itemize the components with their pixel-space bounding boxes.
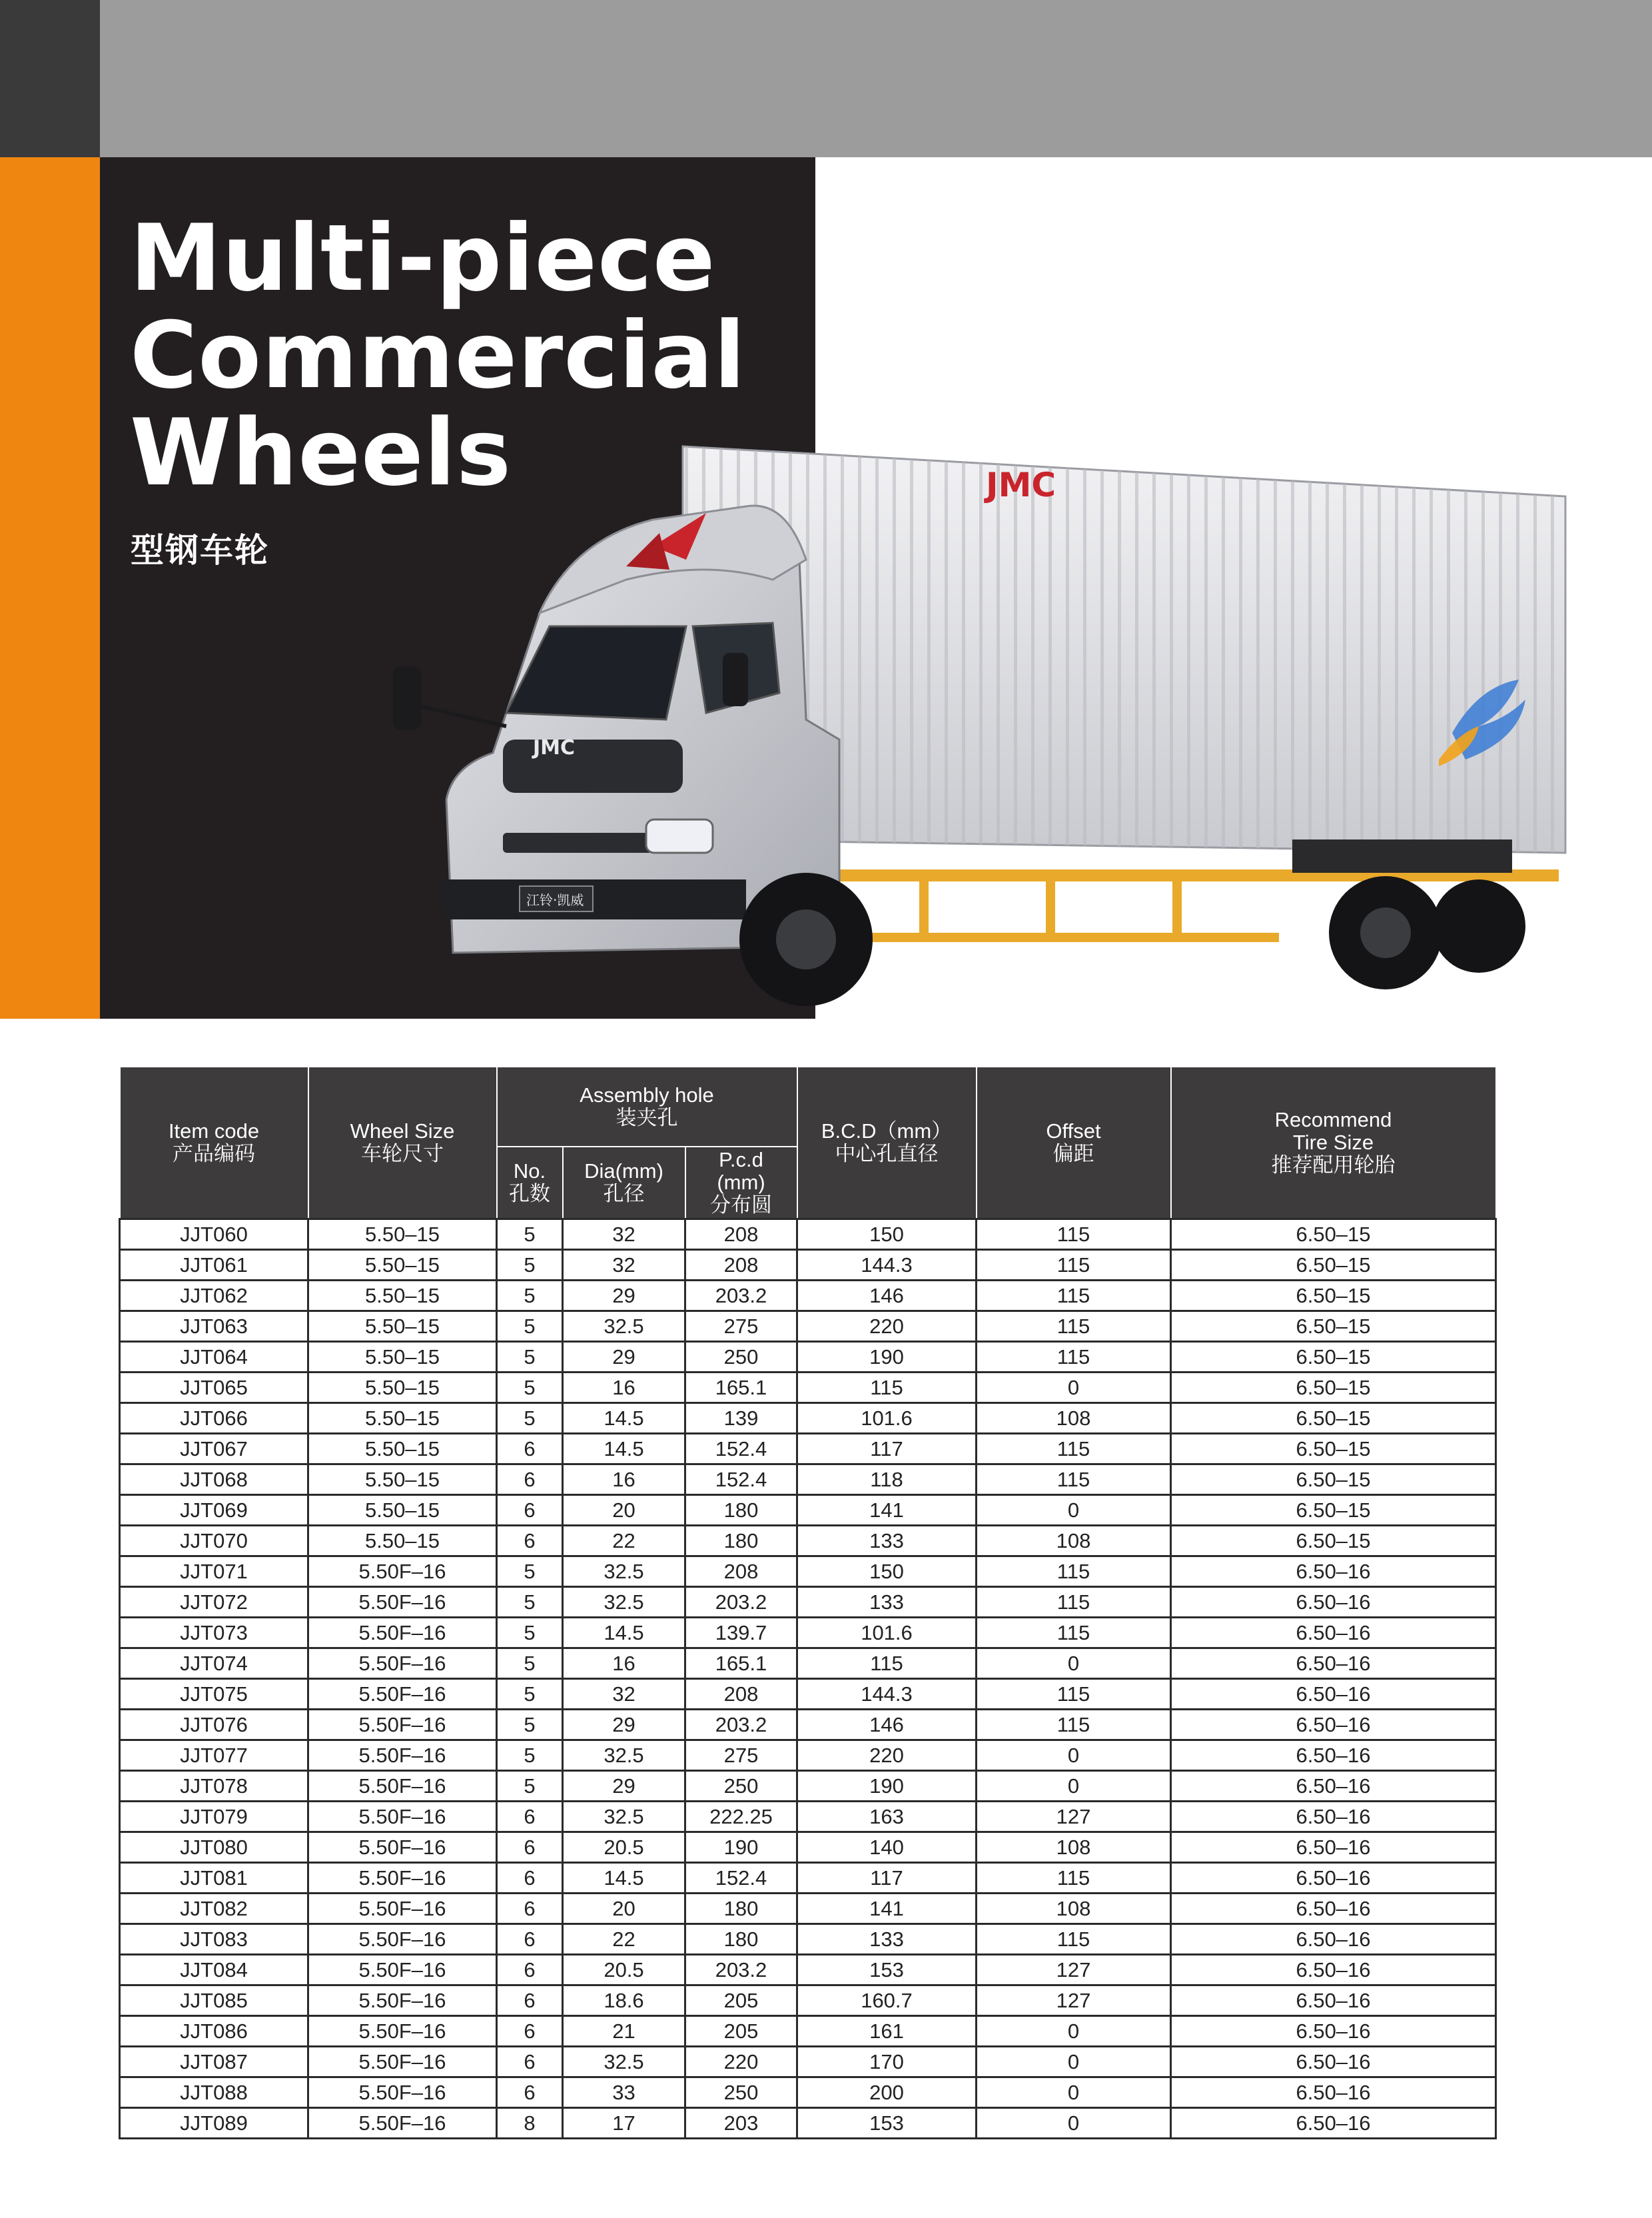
cell-hole-count: 6 (497, 1801, 563, 1832)
table-row (120, 1801, 1496, 1832)
cell-pcd: 152.4 (685, 1464, 797, 1494)
cell-pcd: 208 (685, 1219, 797, 1249)
cell-hole-dia: 17 (563, 2107, 685, 2138)
cell-item-code: JJT074 (120, 1648, 308, 1678)
cell-bcd: 220 (797, 1311, 977, 1341)
cell-bcd: 118 (797, 1464, 977, 1494)
cell-hole-dia: 32.5 (563, 1586, 685, 1617)
cell-hole-count: 6 (497, 1985, 563, 2015)
cell-bcd: 140 (797, 1832, 977, 1862)
cell-wheel-size: 5.50–15 (308, 1433, 497, 1464)
cell-wheel-size: 5.50F–16 (308, 1801, 497, 1832)
cell-hole-dia: 16 (563, 1464, 685, 1494)
cell-hole-dia: 29 (563, 1280, 685, 1311)
cell-wheel-size: 5.50–15 (308, 1525, 497, 1556)
cell-tire-size: 6.50–15 (1171, 1341, 1496, 1372)
cell-hole-count: 5 (497, 1341, 563, 1372)
cell-wheel-size: 5.50F–16 (308, 1954, 497, 1985)
cell-hole-count: 6 (497, 1464, 563, 1494)
cell-pcd: 205 (685, 2015, 797, 2046)
cell-tire-size: 6.50–16 (1171, 1586, 1496, 1617)
cell-wheel-size: 5.50F–16 (308, 1924, 497, 1954)
cell-tire-size: 6.50–16 (1171, 1832, 1496, 1862)
cell-bcd: 161 (797, 2015, 977, 2046)
cell-tire-size: 6.50–16 (1171, 1770, 1496, 1801)
cell-tire-size: 6.50–15 (1171, 1525, 1496, 1556)
header-offset: Offset 偏距 (977, 1067, 1171, 1219)
cell-offset: 115 (977, 1219, 1171, 1249)
header-wheel-size: Wheel Size 车轮尺寸 (308, 1067, 497, 1219)
cell-offset: 0 (977, 1648, 1171, 1678)
cell-item-code: JJT067 (120, 1433, 308, 1464)
cell-hole-count: 5 (497, 1402, 563, 1433)
cell-item-code: JJT063 (120, 1311, 308, 1341)
cell-hole-dia: 18.6 (563, 1985, 685, 2015)
cell-item-code: JJT073 (120, 1617, 308, 1648)
cell-tire-size: 6.50–16 (1171, 1954, 1496, 1985)
cell-wheel-size: 5.50F–16 (308, 1985, 497, 2015)
cell-wheel-size: 5.50F–16 (308, 2107, 497, 2138)
table-row (120, 1525, 1496, 1556)
cell-wheel-size: 5.50F–16 (308, 1770, 497, 1801)
cell-hole-count: 6 (497, 1954, 563, 1985)
cell-pcd: 203.2 (685, 1954, 797, 1985)
table-row (120, 1586, 1496, 1617)
cell-item-code: JJT062 (120, 1280, 308, 1311)
cell-bcd: 150 (797, 1556, 977, 1586)
cell-offset: 127 (977, 1801, 1171, 1832)
cell-hole-dia: 14.5 (563, 1433, 685, 1464)
table-row (120, 1402, 1496, 1433)
cell-offset: 0 (977, 2015, 1171, 2046)
cell-tire-size: 6.50–15 (1171, 1433, 1496, 1464)
cell-tire-size: 6.50–16 (1171, 1709, 1496, 1740)
cell-hole-dia: 14.5 (563, 1402, 685, 1433)
cell-item-code: JJT068 (120, 1464, 308, 1494)
header-assembly-hole: Assembly hole 装夹孔 (497, 1067, 797, 1147)
cell-wheel-size: 5.50–15 (308, 1341, 497, 1372)
cell-bcd: 153 (797, 2107, 977, 2138)
cell-bcd: 190 (797, 1341, 977, 1372)
cell-item-code: JJT080 (120, 1832, 308, 1862)
cell-bcd: 141 (797, 1893, 977, 1924)
cell-bcd: 153 (797, 1954, 977, 1985)
table-row (120, 1832, 1496, 1862)
cell-hole-dia: 29 (563, 1709, 685, 1740)
cell-hole-count: 6 (497, 1494, 563, 1525)
cell-offset: 115 (977, 1433, 1171, 1464)
cell-tire-size: 6.50–16 (1171, 1924, 1496, 1954)
cell-hole-count: 5 (497, 1770, 563, 1801)
cell-bcd: 220 (797, 1740, 977, 1770)
cell-offset: 108 (977, 1832, 1171, 1862)
title-line-2: Commercial (130, 302, 746, 409)
cell-bcd: 115 (797, 1372, 977, 1402)
cell-bcd: 117 (797, 1433, 977, 1464)
cell-wheel-size: 5.50F–16 (308, 1832, 497, 1862)
cell-hole-dia: 32 (563, 1249, 685, 1280)
cell-wheel-size: 5.50–15 (308, 1494, 497, 1525)
cell-offset: 108 (977, 1893, 1171, 1924)
cell-hole-count: 6 (497, 1433, 563, 1464)
cell-wheel-size: 5.50F–16 (308, 2015, 497, 2046)
cell-tire-size: 6.50–15 (1171, 1249, 1496, 1280)
cell-hole-count: 5 (497, 1311, 563, 1341)
cell-offset: 115 (977, 1464, 1171, 1494)
cell-offset: 0 (977, 1372, 1171, 1402)
cell-offset: 0 (977, 2077, 1171, 2107)
cell-hole-count: 5 (497, 1678, 563, 1709)
cell-item-code: JJT061 (120, 1249, 308, 1280)
cell-offset: 115 (977, 1311, 1171, 1341)
plate-text: 江铃·凯威 (526, 892, 584, 908)
cell-bcd: 160.7 (797, 1985, 977, 2015)
cell-offset: 108 (977, 1402, 1171, 1433)
cell-pcd: 222.25 (685, 1801, 797, 1832)
cell-hole-dia: 32 (563, 1678, 685, 1709)
cell-hole-count: 5 (497, 1249, 563, 1280)
cell-bcd: 101.6 (797, 1402, 977, 1433)
cell-bcd: 163 (797, 1801, 977, 1832)
cell-bcd: 200 (797, 2077, 977, 2107)
cell-item-code: JJT070 (120, 1525, 308, 1556)
header-hole-count: No. 孔数 (497, 1147, 563, 1219)
cell-item-code: JJT076 (120, 1709, 308, 1740)
cell-tire-size: 6.50–16 (1171, 1740, 1496, 1770)
cell-hole-dia: 32.5 (563, 1311, 685, 1341)
cell-offset: 115 (977, 1862, 1171, 1893)
header-hole-dia: Dia(mm) 孔径 (563, 1147, 685, 1219)
cell-item-code: JJT084 (120, 1954, 308, 1985)
cell-hole-dia: 32.5 (563, 1801, 685, 1832)
cell-bcd: 101.6 (797, 1617, 977, 1648)
header-dark-block (0, 0, 100, 157)
cell-item-code: JJT087 (120, 2046, 308, 2077)
cell-bcd: 144.3 (797, 1249, 977, 1280)
cell-item-code: JJT077 (120, 1740, 308, 1770)
cell-pcd: 203.2 (685, 1280, 797, 1311)
cell-pcd: 205 (685, 1985, 797, 2015)
cell-pcd: 190 (685, 1832, 797, 1862)
title-line-3: Wheels (130, 399, 512, 506)
cell-wheel-size: 5.50F–16 (308, 1556, 497, 1586)
cell-wheel-size: 5.50F–16 (308, 1617, 497, 1648)
cell-hole-dia: 29 (563, 1770, 685, 1801)
cell-hole-count: 5 (497, 1617, 563, 1648)
cell-offset: 0 (977, 2046, 1171, 2077)
cell-pcd: 208 (685, 1556, 797, 1586)
cell-tire-size: 6.50–15 (1171, 1402, 1496, 1433)
cell-hole-count: 5 (497, 1280, 563, 1311)
cell-bcd: 115 (797, 1648, 977, 1678)
cell-tire-size: 6.50–16 (1171, 1617, 1496, 1648)
cell-offset: 0 (977, 1770, 1171, 1801)
cell-offset: 127 (977, 1985, 1171, 2015)
cell-hole-count: 5 (497, 1556, 563, 1586)
cell-hole-dia: 32 (563, 1219, 685, 1249)
cell-offset: 115 (977, 1249, 1171, 1280)
header-tire-size: Recommend Tire Size 推荐配用轮胎 (1171, 1067, 1496, 1219)
truck-image (373, 426, 1585, 1026)
cell-bcd: 190 (797, 1770, 977, 1801)
cell-offset: 108 (977, 1525, 1171, 1556)
cell-hole-dia: 20 (563, 1893, 685, 1924)
cell-hole-dia: 32.5 (563, 2046, 685, 2077)
cell-bcd: 146 (797, 1280, 977, 1311)
cell-tire-size: 6.50–15 (1171, 1280, 1496, 1311)
cell-item-code: JJT060 (120, 1219, 308, 1249)
header-pcd: P.c.d (mm) 分布圆 (685, 1147, 797, 1219)
cell-pcd: 180 (685, 1494, 797, 1525)
header-grey-bar (100, 0, 1652, 157)
cell-wheel-size: 5.50F–16 (308, 1862, 497, 1893)
cell-hole-dia: 20.5 (563, 1954, 685, 1985)
cell-wheel-size: 5.50F–16 (308, 2077, 497, 2107)
cell-hole-dia: 20.5 (563, 1832, 685, 1862)
cell-wheel-size: 5.50F–16 (308, 1709, 497, 1740)
cell-tire-size: 6.50–16 (1171, 1801, 1496, 1832)
cell-tire-size: 6.50–16 (1171, 2046, 1496, 2077)
cell-wheel-size: 5.50–15 (308, 1372, 497, 1402)
cell-tire-size: 6.50–16 (1171, 1556, 1496, 1586)
table-row (120, 1709, 1496, 1740)
cell-item-code: JJT069 (120, 1494, 308, 1525)
table-row (120, 2107, 1496, 2138)
table-row (120, 1494, 1496, 1525)
cell-hole-dia: 33 (563, 2077, 685, 2107)
cell-offset: 115 (977, 1709, 1171, 1740)
cell-item-code: JJT082 (120, 1893, 308, 1924)
cell-item-code: JJT079 (120, 1801, 308, 1832)
cell-hole-count: 5 (497, 1372, 563, 1402)
table-row (120, 1954, 1496, 1985)
cell-wheel-size: 5.50–15 (308, 1311, 497, 1341)
cell-pcd: 180 (685, 1924, 797, 1954)
cell-tire-size: 6.50–15 (1171, 1219, 1496, 1249)
cell-pcd: 152.4 (685, 1862, 797, 1893)
cell-bcd: 170 (797, 2046, 977, 2077)
cell-item-code: JJT075 (120, 1678, 308, 1709)
cell-item-code: JJT085 (120, 1985, 308, 2015)
table-row (120, 1678, 1496, 1709)
cell-tire-size: 6.50–15 (1171, 1311, 1496, 1341)
table-row (120, 1249, 1496, 1280)
cell-bcd: 117 (797, 1862, 977, 1893)
cell-offset: 0 (977, 1740, 1171, 1770)
cell-item-code: JJT078 (120, 1770, 308, 1801)
cell-pcd: 203.2 (685, 1709, 797, 1740)
cell-wheel-size: 5.50–15 (308, 1402, 497, 1433)
cell-wheel-size: 5.50F–16 (308, 1893, 497, 1924)
cell-pcd: 180 (685, 1525, 797, 1556)
cell-hole-dia: 14.5 (563, 1617, 685, 1648)
cell-tire-size: 6.50–15 (1171, 1464, 1496, 1494)
cell-offset: 115 (977, 1924, 1171, 1954)
cell-pcd: 275 (685, 1740, 797, 1770)
cell-item-code: JJT086 (120, 2015, 308, 2046)
cell-hole-dia: 29 (563, 1341, 685, 1372)
cell-pcd: 165.1 (685, 1372, 797, 1402)
cell-hole-dia: 22 (563, 1924, 685, 1954)
cell-wheel-size: 5.50–15 (308, 1219, 497, 1249)
table-row (120, 1985, 1496, 2015)
table-body (120, 1219, 1496, 2138)
cell-pcd: 180 (685, 1893, 797, 1924)
orange-accent-strip (0, 157, 100, 1019)
cell-hole-dia: 32.5 (563, 1556, 685, 1586)
cell-offset: 115 (977, 1556, 1171, 1586)
cell-hole-dia: 21 (563, 2015, 685, 2046)
cell-pcd: 220 (685, 2046, 797, 2077)
cell-bcd: 133 (797, 1525, 977, 1556)
cell-bcd: 150 (797, 1219, 977, 1249)
cell-hole-count: 6 (497, 1525, 563, 1556)
cell-tire-size: 6.50–16 (1171, 1985, 1496, 2015)
box-logo: JMC (986, 466, 1056, 504)
table-row (120, 2077, 1496, 2107)
wheel-spec-table (119, 1066, 1497, 2139)
cell-bcd: 141 (797, 1494, 977, 1525)
cell-hole-count: 6 (497, 1893, 563, 1924)
cell-hole-dia: 32.5 (563, 1740, 685, 1770)
cell-wheel-size: 5.50F–16 (308, 1678, 497, 1709)
table-row (120, 1311, 1496, 1341)
cell-hole-count: 8 (497, 2107, 563, 2138)
cell-wheel-size: 5.50–15 (308, 1280, 497, 1311)
cell-bcd: 133 (797, 1924, 977, 1954)
cell-tire-size: 6.50–16 (1171, 1893, 1496, 1924)
cell-offset: 127 (977, 1954, 1171, 1985)
cell-hole-dia: 16 (563, 1648, 685, 1678)
cell-item-code: JJT089 (120, 2107, 308, 2138)
cell-wheel-size: 5.50F–16 (308, 1648, 497, 1678)
cell-pcd: 275 (685, 1311, 797, 1341)
cell-pcd: 152.4 (685, 1433, 797, 1464)
cell-offset: 115 (977, 1586, 1171, 1617)
cell-pcd: 250 (685, 2077, 797, 2107)
table-row (120, 1648, 1496, 1678)
table-row (120, 1617, 1496, 1648)
cell-hole-count: 6 (497, 1924, 563, 1954)
cell-hole-count: 6 (497, 2015, 563, 2046)
header-item-code: Item code 产品编码 (120, 1067, 308, 1219)
cell-item-code: JJT088 (120, 2077, 308, 2107)
cell-pcd: 203.2 (685, 1586, 797, 1617)
cell-wheel-size: 5.50–15 (308, 1249, 497, 1280)
table-row (120, 1862, 1496, 1893)
table-row (120, 1740, 1496, 1770)
table-row (120, 1341, 1496, 1372)
cell-offset: 115 (977, 1280, 1171, 1311)
cell-item-code: JJT083 (120, 1924, 308, 1954)
table-row (120, 1280, 1496, 1311)
cell-pcd: 208 (685, 1249, 797, 1280)
cell-hole-count: 5 (497, 1740, 563, 1770)
cell-offset: 0 (977, 2107, 1171, 2138)
cell-tire-size: 6.50–15 (1171, 1372, 1496, 1402)
cell-tire-size: 6.50–16 (1171, 2107, 1496, 2138)
cell-offset: 115 (977, 1617, 1171, 1648)
cell-bcd: 144.3 (797, 1678, 977, 1709)
cell-hole-count: 6 (497, 1862, 563, 1893)
cell-item-code: JJT081 (120, 1862, 308, 1893)
cell-bcd: 146 (797, 1709, 977, 1740)
cell-bcd: 133 (797, 1586, 977, 1617)
cell-hole-count: 5 (497, 1219, 563, 1249)
cell-pcd: 139.7 (685, 1617, 797, 1648)
cell-hole-dia: 14.5 (563, 1862, 685, 1893)
cell-offset: 115 (977, 1678, 1171, 1709)
page-subtitle: 型钢车轮 (131, 531, 269, 570)
cell-item-code: JJT071 (120, 1556, 308, 1586)
table-row (120, 1464, 1496, 1494)
cell-hole-dia: 22 (563, 1525, 685, 1556)
cell-hole-dia: 16 (563, 1372, 685, 1402)
cell-hole-count: 5 (497, 1648, 563, 1678)
cell-offset: 115 (977, 1341, 1171, 1372)
header-bcd: B.C.D（mm） 中心孔直径 (797, 1067, 977, 1219)
cell-tire-size: 6.50–15 (1171, 1494, 1496, 1525)
table-row (120, 1924, 1496, 1954)
cell-pcd: 208 (685, 1678, 797, 1709)
table-row (120, 1372, 1496, 1402)
cell-item-code: JJT066 (120, 1402, 308, 1433)
cell-tire-size: 6.50–16 (1171, 2015, 1496, 2046)
cell-wheel-size: 5.50F–16 (308, 1740, 497, 1770)
cell-wheel-size: 5.50–15 (308, 1464, 497, 1494)
cell-pcd: 139 (685, 1402, 797, 1433)
cell-hole-count: 6 (497, 2046, 563, 2077)
cab-logo: JMC (533, 736, 576, 760)
cell-tire-size: 6.50–16 (1171, 2077, 1496, 2107)
cell-offset: 0 (977, 1494, 1171, 1525)
cell-wheel-size: 5.50F–16 (308, 2046, 497, 2077)
cell-hole-count: 5 (497, 1586, 563, 1617)
cell-tire-size: 6.50–16 (1171, 1678, 1496, 1709)
cell-pcd: 165.1 (685, 1648, 797, 1678)
table-row (120, 1433, 1496, 1464)
cell-hole-count: 6 (497, 2077, 563, 2107)
table-row (120, 1556, 1496, 1586)
table-row (120, 1770, 1496, 1801)
cell-item-code: JJT072 (120, 1586, 308, 1617)
table-row (120, 2015, 1496, 2046)
cell-hole-dia: 20 (563, 1494, 685, 1525)
cell-pcd: 203 (685, 2107, 797, 2138)
cell-hole-count: 5 (497, 1709, 563, 1740)
cell-hole-count: 6 (497, 1832, 563, 1862)
cell-pcd: 250 (685, 1341, 797, 1372)
cell-item-code: JJT065 (120, 1372, 308, 1402)
cell-tire-size: 6.50–16 (1171, 1862, 1496, 1893)
cell-wheel-size: 5.50F–16 (308, 1586, 497, 1617)
table-row (120, 2046, 1496, 2077)
cell-item-code: JJT064 (120, 1341, 308, 1372)
cell-tire-size: 6.50–16 (1171, 1648, 1496, 1678)
title-line-1: Multi-piece (130, 205, 716, 312)
table-row (120, 1219, 1496, 1249)
table-row (120, 1893, 1496, 1924)
cell-pcd: 250 (685, 1770, 797, 1801)
